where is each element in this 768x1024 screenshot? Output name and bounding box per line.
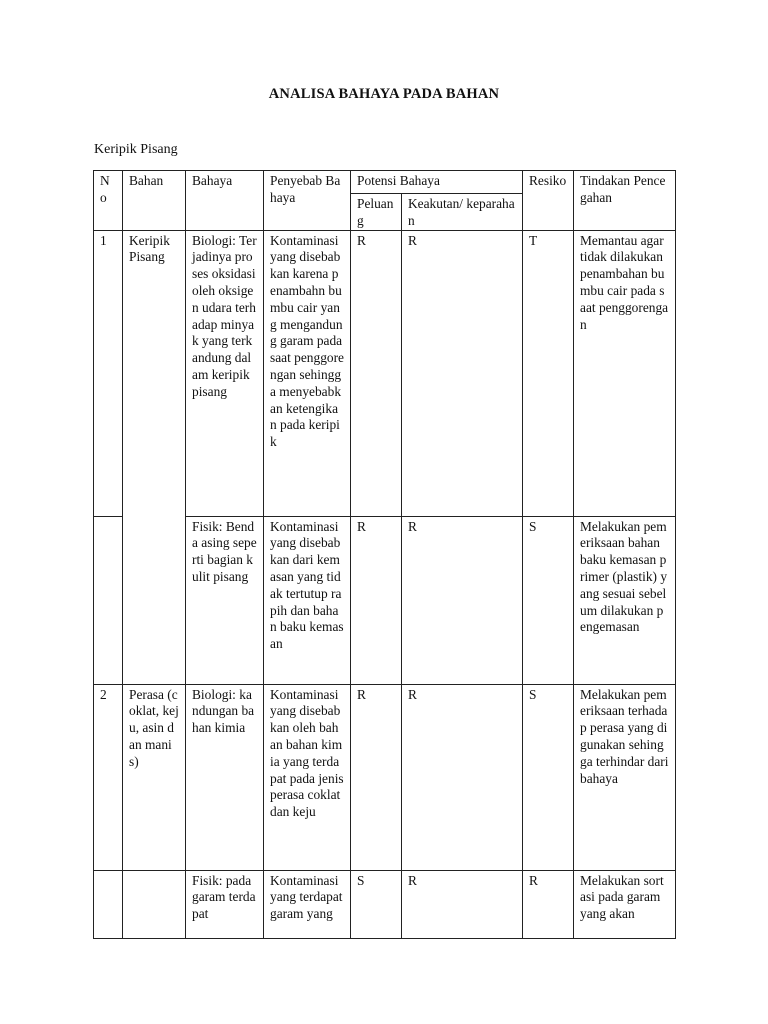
cell-no: 2 <box>94 684 123 870</box>
header-potensi: Potensi Bahaya <box>351 171 523 194</box>
cell-keakutan: R <box>402 516 523 684</box>
document-subtitle: Keripik Pisang <box>94 142 178 157</box>
cell-keakutan: R <box>402 870 523 938</box>
cell-resiko: R <box>523 870 574 938</box>
table-row <box>94 230 676 516</box>
cell-no: 1 <box>94 230 123 516</box>
cell-bahaya: Fisik: Benda asing seperti bagian kulit pisang <box>186 516 264 684</box>
cell-keakutan: R <box>402 230 523 516</box>
header-bahaya: Bahaya <box>186 171 264 231</box>
cell-no <box>94 516 123 684</box>
document-title: ANALISA BAHAYA PADA BAHAN <box>268 86 500 102</box>
cell-peluang: S <box>351 870 402 938</box>
header-peluang: Peluang <box>351 194 402 231</box>
cell-penyebab: Kontaminasi yang disebabkan oleh bahan bahan kimia yang terdapat pada jenis perasa coklat dan keju <box>264 684 351 870</box>
cell-bahan <box>123 516 186 684</box>
cell-resiko: T <box>523 230 574 516</box>
cell-peluang: R <box>351 230 402 516</box>
header-keakutan: Keakutan/ keparahan <box>402 194 523 231</box>
cell-penyebab: Kontaminasi yang terdapat garam yang <box>264 870 351 938</box>
cell-resiko: S <box>523 516 574 684</box>
cell-bahaya: Biologi: Terjadinya proses oksidasi oleh oksigen udara terhadap minyak yang terkandung dalam keripik pisang <box>186 230 264 516</box>
header-no: No <box>94 171 123 231</box>
cell-tindakan: Melakukan sortasi pada garam yang akan <box>574 870 676 938</box>
cell-bahan <box>123 870 186 938</box>
header-penyebab: Penyebab Bahaya <box>264 171 351 231</box>
cell-penyebab: Kontaminasi yang disebabkan karena penambahn bumbu cair yang mengandung garam pada saat penggorengan sehingga menyebabkan ketengikan pada keripik <box>264 230 351 516</box>
cell-tindakan: Melakukan pemeriksaan terhadap perasa yang digunakan sehingga terhindar dari bahaya <box>574 684 676 870</box>
table-header-row <box>94 171 676 194</box>
cell-tindakan: Melakukan pemeriksaan bahan baku kemasan primer (plastik) yang sesuai sebelum dilakukan pengemasan <box>574 516 676 684</box>
cell-no <box>94 870 123 938</box>
cell-peluang: R <box>351 684 402 870</box>
table-row <box>94 684 676 870</box>
cell-bahan: Perasa (coklat, keju, asin dan manis) <box>123 684 186 870</box>
header-tindakan: Tindakan Pencegahan <box>574 171 676 231</box>
hazard-analysis-table <box>93 170 676 939</box>
header-resiko: Resiko <box>523 171 574 231</box>
header-bahan-blank <box>123 194 186 231</box>
table-row <box>94 516 676 684</box>
cell-bahaya: Fisik: pada garam terdapat <box>186 870 264 938</box>
cell-peluang: R <box>351 516 402 684</box>
cell-resiko: S <box>523 684 574 870</box>
cell-tindakan: Memantau agar tidak dilakukan penambahan bumbu cair pada saat penggorengan <box>574 230 676 516</box>
table-row <box>94 870 676 938</box>
cell-keakutan: R <box>402 684 523 870</box>
cell-bahan: Keripik Pisang <box>123 230 186 516</box>
cell-penyebab: Kontaminasi yang disebabkan dari kemasan yang tidak tertutup rapih dan bahan baku kemasan <box>264 516 351 684</box>
header-bahan: Bahan <box>123 171 186 194</box>
cell-bahaya: Biologi: kandungan bahan kimia <box>186 684 264 870</box>
